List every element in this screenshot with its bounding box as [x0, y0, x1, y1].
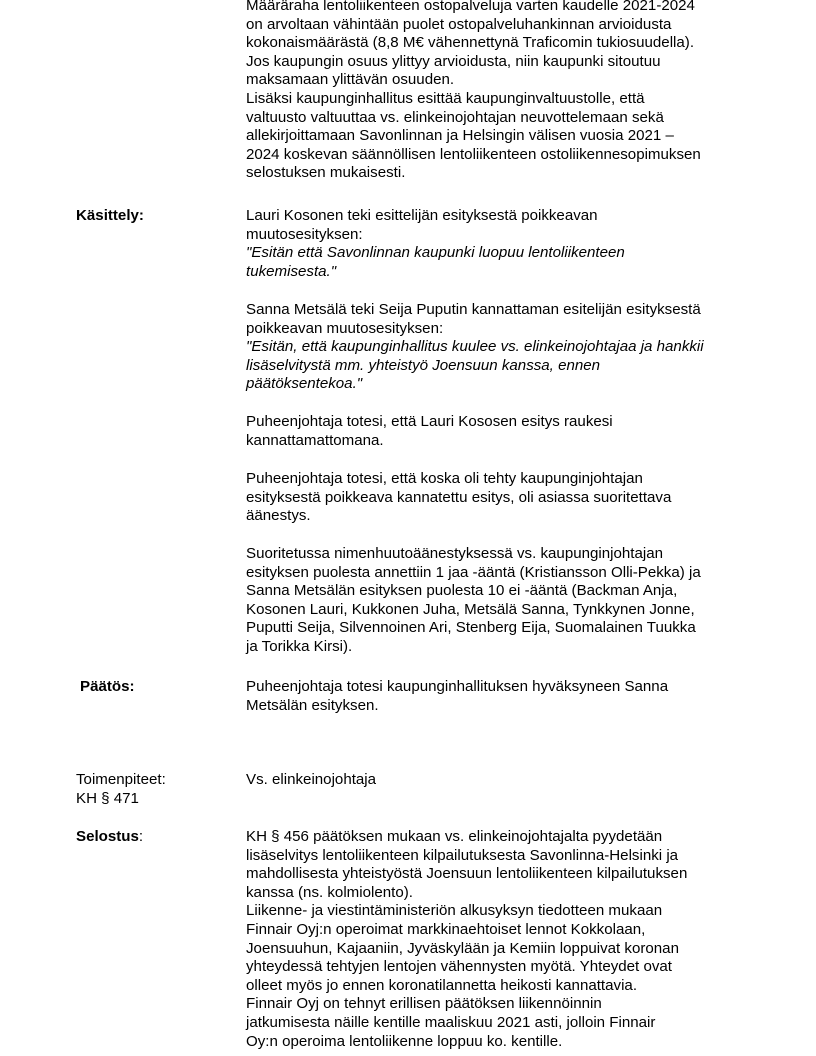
- selostus-label: [76, 828, 143, 847]
- toimenpiteet-label: [76, 771, 166, 808]
- kasittely-paragraph-3: [246, 413, 746, 450]
- paatos-label: [80, 678, 135, 697]
- text-line: Sanna Metsälän esityksen puolesta 10 ei -ääntä (Backman Anja,: [246, 582, 678, 600]
- text-line: Suoritetussa nimenhuutoäänestyksessä vs. kaupunginjohtajan: [246, 545, 664, 562]
- text-line: yhteydessä tehtyjen lentojen vähennysten myötä. Yhteydet ovat: [246, 958, 672, 976]
- text-line: esityksestä poikkeava kannatettu esitys, oli asiassa suoritettava: [246, 488, 672, 506]
- text-line: valtuusto valtuuttaa vs. elinkeinojohtajan neuvottelemaan sekä: [246, 108, 664, 126]
- quote-line: lisäselvitystä mm. yhteistyö Joensuun kanssa, ennen: [246, 356, 601, 374]
- text-line: poikkeavan muutosesityksen:: [246, 319, 444, 337]
- kasittely-paragraph-5: [246, 545, 746, 657]
- text-line: Puheenjohtaja totesi, että Lauri Kososen esitys raukesi: [246, 413, 613, 430]
- text-line: 2024 koskevan säännöllisen lentoliikenteen ostoliikennesopimuksen: [246, 145, 701, 163]
- quote-line: tukemisesta.": [246, 262, 337, 280]
- text-line: Finnair Oyj:n operoimat markkinaehtoiset lennot Kokkolaan,: [246, 920, 646, 938]
- selostus-label-text: Selostus: [76, 828, 139, 845]
- text-line: äänestys.: [246, 507, 311, 525]
- text-line: Metsälän esityksen.: [246, 696, 379, 714]
- text-line: Lauri Kosonen teki esittelijän esityksestä poikkeavan: [246, 207, 598, 224]
- kasittely-content: [246, 207, 746, 281]
- text-line: Joensuuhun, Kajaaniin, Jyväskylään ja Kemiin loppuivat koronan: [246, 939, 679, 957]
- text-line: Puheenjohtaja totesi kaupunginhallituksen hyväksyneen Sanna: [246, 678, 669, 695]
- intro-paragraph: [246, 0, 746, 183]
- text-line: on arvoltaan vähintään puolet ostopalveluhankinnan arvioidusta: [246, 15, 672, 33]
- text-line: Liikenne- ja viestintäministeriön alkusyksyn tiedotteen mukaan: [246, 902, 663, 920]
- text-line: ja Torikka Kirsi).: [246, 637, 353, 655]
- quote-line: "Esitän että Savonlinnan kaupunki luopuu lentoliikenteen: [246, 244, 625, 262]
- text-line: Puputti Seija, Silvennoinen Ari, Stenberg Eija, Suomalainen Tuukka: [246, 619, 696, 637]
- text-line: Sanna Metsälä teki Seija Puputin kannattaman esitelijän esityksestä: [246, 301, 701, 318]
- text-line: lisäselvitys lentoliikenteen kilpailutuksesta Savonlinna-Helsinki ja: [246, 846, 679, 864]
- quote-line: päätöksentekoa.": [246, 375, 363, 393]
- kasittely-paragraph-4: [246, 470, 746, 526]
- kasittely-paragraph-2: [246, 301, 746, 394]
- text-line: Määräraha lentoliikenteen ostopalveluja varten kaudelle 2021-2024: [246, 0, 695, 14]
- text-line: mahdollisesta yhteistyöstä Joensuun lentoliikenteen kilpailutuksen: [246, 865, 688, 883]
- toimenpiteet-section-ref: KH § 471: [76, 789, 139, 807]
- text-line: Kosonen Lauri, Kukkonen Juha, Metsälä Sanna, Tynkkynen Jonne,: [246, 600, 695, 618]
- text-line: allekirjoittamaan Savonlinnan ja Helsingin välisen vuosia 2021 –: [246, 127, 674, 145]
- toimenpiteet-content: [246, 771, 746, 790]
- text-line: olleet myös jo ennen koronatilannetta heikosti kannattavia.: [246, 976, 638, 994]
- text-line: Oy:n operoima lentoliikenne loppuu ko. kentille.: [246, 1032, 563, 1050]
- selostus-label-colon: :: [138, 828, 144, 845]
- text-line: Lisäksi kaupunginhallitus esittää kaupunginvaltuustolle, että: [246, 89, 645, 107]
- paatos-content: [246, 678, 746, 715]
- text-line: Jos kaupungin osuus ylittyy arvioidusta, niin kaupunki sitoutuu: [246, 52, 661, 70]
- kasittely-label: [76, 207, 144, 226]
- toimenpiteet-label-text: Toimenpiteet:: [76, 771, 166, 788]
- quote-line: "Esitän, että kaupunginhallitus kuulee vs. elinkeinojohtajaa ja hankkii: [246, 338, 704, 356]
- text-line: jatkumisesta näille kentille maaliskuu 2021 asti, jolloin Finnair: [246, 1013, 656, 1031]
- text-line: Finnair Oyj on tehnyt erillisen päätöksen liikennöinnin: [246, 995, 602, 1013]
- toimenpiteet-value: Vs. elinkeinojohtaja: [246, 771, 377, 788]
- text-line: kannattamattomana.: [246, 431, 384, 449]
- paatos-label-text: Päätös:: [80, 678, 135, 695]
- text-line: esityksen puolesta annettiin 1 jaa -ääntä (Kristiansson Olli-Pekka) ja: [246, 563, 701, 581]
- text-line: maksamaan ylittävän osuuden.: [246, 71, 455, 89]
- text-line: kokonaismäärästä (8,8 M€ vähennettynä Traficomin tukiosuudella).: [246, 34, 695, 52]
- selostus-content: [246, 828, 746, 1051]
- kasittely-label-text: Käsittely:: [76, 207, 144, 224]
- text-line: muutosesityksen:: [246, 225, 363, 243]
- text-line: KH § 456 päätöksen mukaan vs. elinkeinojohtajalta pyydetään: [246, 828, 663, 845]
- text-line: Puheenjohtaja totesi, että koska oli tehty kaupunginjohtajan: [246, 470, 643, 487]
- text-line: selostuksen mukaisesti.: [246, 164, 406, 182]
- text-line: kanssa (ns. kolmiolento).: [246, 883, 413, 901]
